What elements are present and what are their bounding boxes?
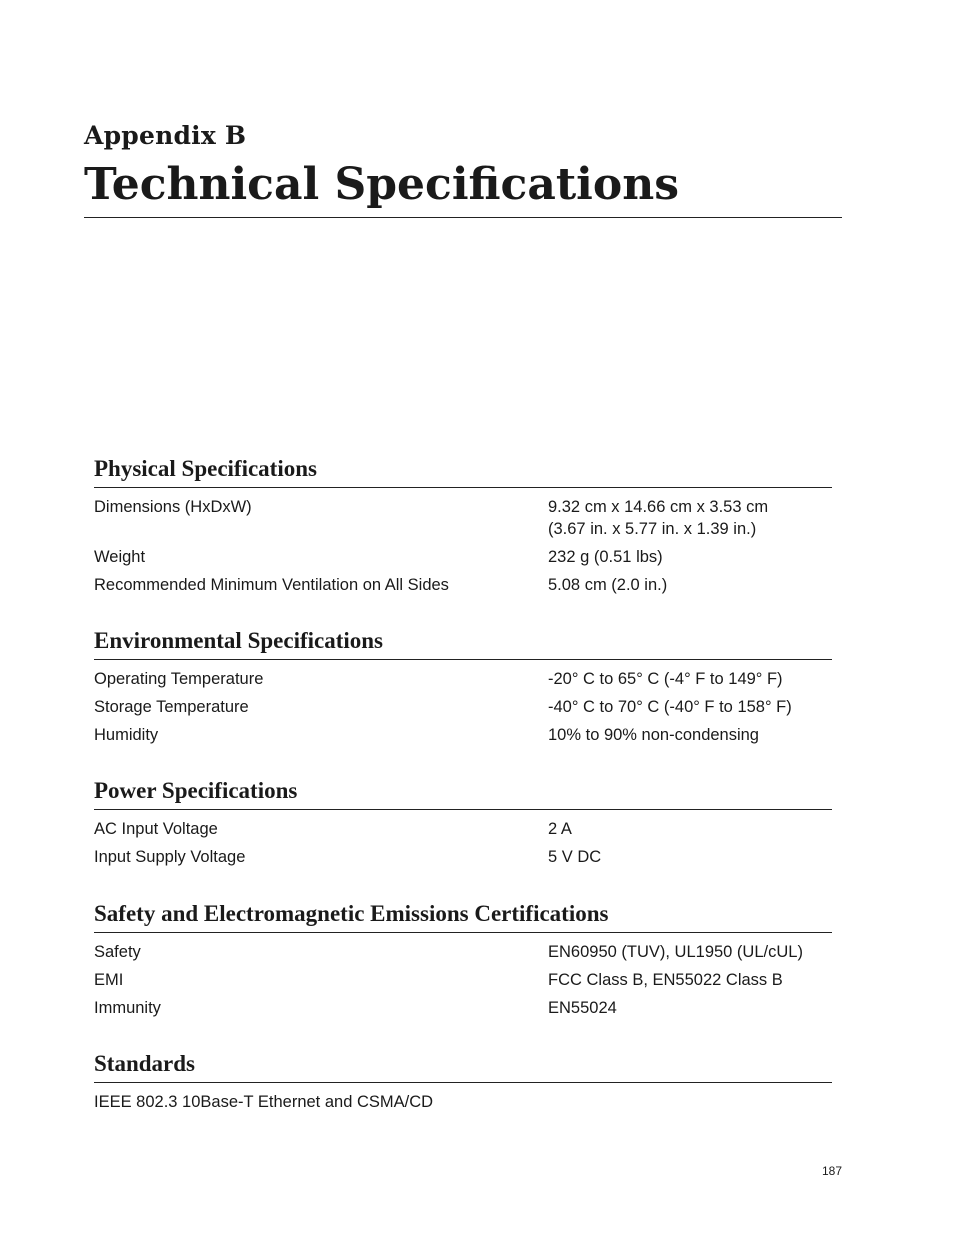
spec-value: 2 A [548,820,572,838]
page-title: Technical Specifications [84,159,679,210]
spec-row-humidity [94,724,832,746]
spec-value: 10% to 90% non-condensing [548,726,759,744]
spec-value-line: 9.32 cm x 14.66 cm x 3.53 cm [548,498,769,516]
spec-row-ac-input-voltage [94,818,832,840]
spec-row-storage-temperature [94,696,832,718]
spec-row-emi [94,969,832,991]
spec-label: Weight [94,548,146,566]
title-divider [84,217,842,218]
spec-label: Operating Temperature [94,670,264,688]
section-heading: Power Specifications [94,777,832,810]
spec-value [548,496,832,540]
safety-certifications-section [94,900,832,1025]
page-number: 187 [822,1164,843,1178]
spec-value: 5.08 cm (2.0 in.) [548,576,668,594]
spec-row-ventilation [94,574,832,596]
spec-label: Humidity [94,726,159,744]
environmental-specifications-section [94,627,832,752]
section-heading: Physical Specifications [94,455,832,488]
section-heading: Safety and Electromagnetic Emissions Certifications [94,900,832,933]
spec-label: Storage Temperature [94,698,249,716]
spec-label: EMI [94,971,124,989]
spec-row-weight [94,546,832,568]
spec-label: Safety [94,943,141,961]
spec-value: EN55024 [548,999,617,1017]
spec-value: EN60950 (TUV), UL1950 (UL/cUL) [548,943,803,961]
spec-value: 5 V DC [548,848,602,866]
spec-label: Recommended Minimum Ventilation on All Sides [94,576,449,594]
physical-specifications-section [94,455,832,602]
section-heading: Standards [94,1050,832,1083]
spec-value: FCC Class B, EN55022 Class B [548,971,783,989]
appendix-label: Appendix B [84,121,247,150]
spec-label: Dimensions (HxDxW) [94,498,252,516]
spec-row-dimensions [94,496,832,540]
spec-row-input-supply-voltage [94,846,832,868]
spec-row-operating-temperature [94,668,832,690]
power-specifications-section [94,777,832,874]
spec-value: -20° C to 65° C (-4° F to 149° F) [548,670,783,688]
spec-row-immunity [94,997,832,1019]
standards-section [94,1050,832,1113]
standards-text: IEEE 802.3 10Base-T Ethernet and CSMA/CD [94,1093,434,1111]
spec-value: 232 g (0.51 lbs) [548,548,663,566]
spec-row-safety [94,941,832,963]
section-heading: Environmental Specifications [94,627,832,660]
spec-value-line: (3.67 in. x 5.77 in. x 1.39 in.) [548,520,757,538]
spec-label: Immunity [94,999,161,1017]
spec-label: Input Supply Voltage [94,848,246,866]
spec-label: AC Input Voltage [94,820,218,838]
spec-value: -40° C to 70° C (-40° F to 158° F) [548,698,792,716]
